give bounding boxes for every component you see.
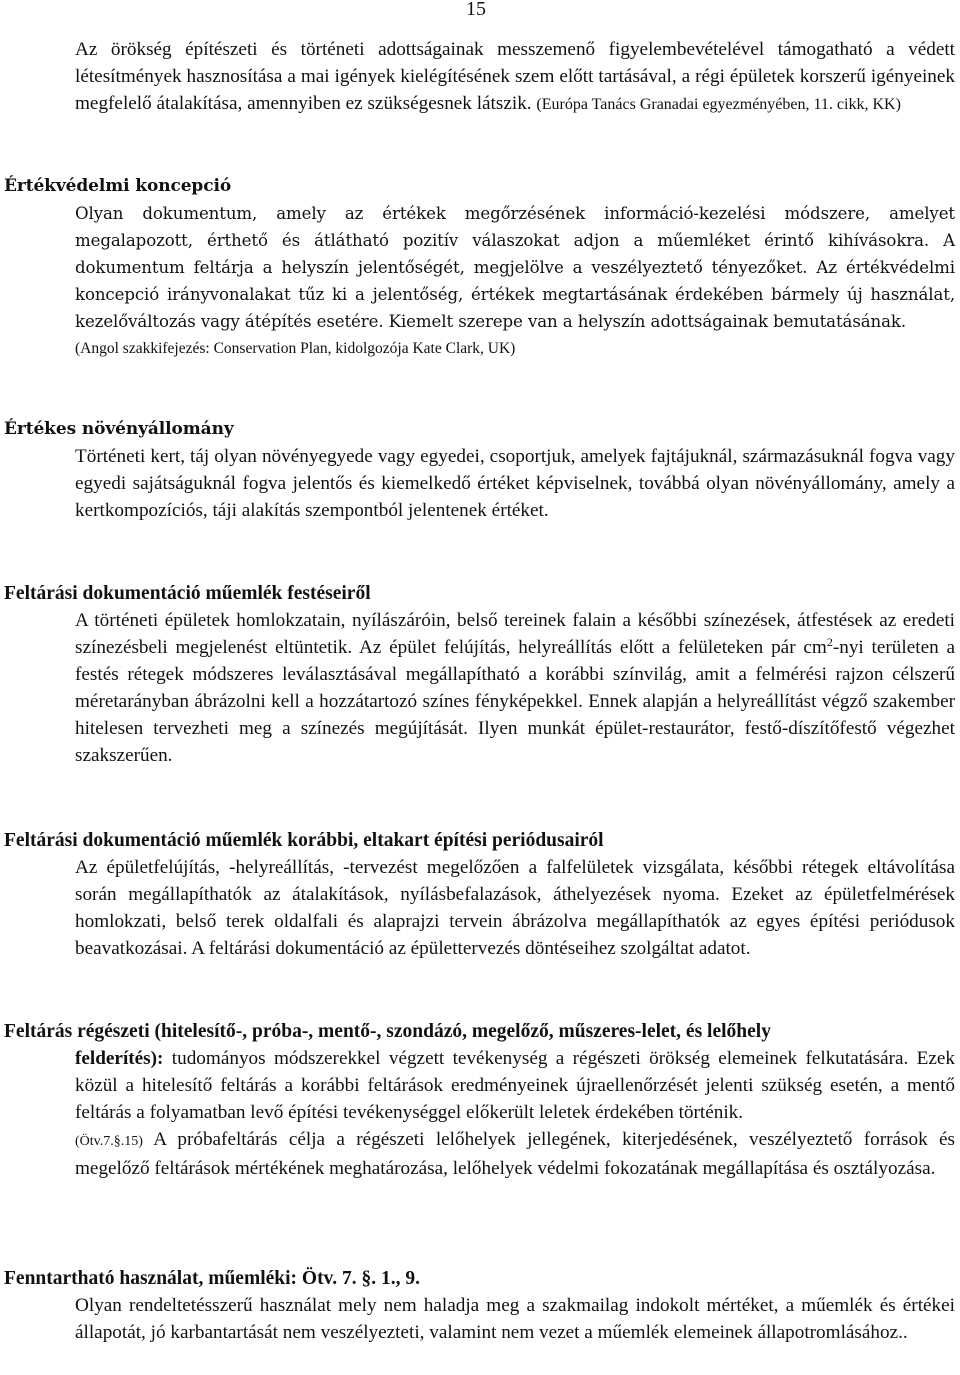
section-body-2 [0,1126,960,1182]
section-body: Történeti kert, táj olyan növényegyede vagy egyedei, csoportjuk, amelyek fajtájuknál, származásuknál fogva vagy egyedi sajátságuknál fogva jelentős és kiemelkedő értéket képviselnek, továbbá olyan növényállomány, amely a kertkompozíciós, táji alakítás szempontból jelentenek értéket. [75,446,955,521]
intro-citation: (Európa Tanács Granadai egyezményében, 11. cikk, KK) [536,96,901,113]
section-ertekes-novenyallomany [0,416,960,524]
section-body [0,607,960,769]
section-regeszeti-feltaras [0,1018,960,1182]
section-festeseirol [0,580,960,769]
superscript-2: 2 [826,635,833,649]
section-note: (Angol szakkifejezés: Conservation Plan, kidolgozója Kate Clark, UK) [75,340,516,357]
section-heading-cont: felderítés): [75,1048,164,1069]
section-heading: Fenntartható használat, műemléki: Ötv. 7. §. 1., 9. [4,1268,420,1289]
section-heading: Értékvédelmi koncepció [4,176,232,196]
law-reference: (Ötv.7.§.15) [75,1134,143,1149]
section-fenntarthato-hasznalat [0,1265,960,1346]
section-body: Olyan rendeltetésszerű használat mely nem haladja meg a szakmailag indokolt mértéket, a műemlék és értékei állapotát, jó karbantartását nem veszélyezteti, valamint nem vezet a műemlék elemeinek állapotromlásához.. [75,1295,955,1343]
section-body-part2: -nyi területen a festés rétegek módszeres leválasztásával megállapítható a korábbi színvilág, amit a felmérési rajzon célszerű méretarányban ábrázolni kell a hozzátartozó színes fényképekkel. Ennek alapján a helyreállítást végző szakember hitelesen tervezheti meg a színezés megújítását. Ilyen munkát épület-restaurátor, festő-díszítőfestő végezhet szakszerűen. [75,637,956,766]
intro-text: Az örökség építészeti és történeti adottságainak messzemenő figyelembevételével támogatható a védett létesítmények hasznosítása a mai igények kielégítésének szem előtt tartásával, a régi épületek korszerű igényeinek megfelelő átalakítása, amennyiben ez szükségesnek látszik. [75,39,955,114]
section-body-part1: A történeti épületek homlokzatain, nyílászáróin, belső tereinek falain a későbbi színezések, átfestések az eredeti színezésbeli megjelenést eltüntetik. Az épület felújítás, helyreállítás előtt a felületeken pár cm [75,610,955,658]
intro-paragraph [0,36,960,118]
section-periodusairol [0,827,960,962]
page-number: 15 [466,0,486,20]
section-heading: Feltárás régészeti (hitelesítő-, próba-, mentő-, szondázó, megelőző, műszeres-lelet, és lelőhely [4,1021,771,1042]
section-heading: Feltárási dokumentáció műemlék korábbi, eltakart építési periódusairól [4,830,604,851]
section-heading: Feltárási dokumentáció műemlék festéseiről [4,583,371,604]
section-body-text: tudományos módszerekkel végzett tevékenység a régészeti örökség elemeinek felkutatására. Ezek közül a hitelesítő feltárás a korábbi feltárások eredményeinek újraellenőrzését jelenti szükség esetén, a mentő feltárás a folyamatban levő építési tevékenységgel előkerült leletek érdekében történik. [75,1048,955,1123]
section-ertekvedelmi-koncepcio [0,173,960,362]
section-body-text-2: A próbafeltárás célja a régészeti lelőhelyek jellegének, kiterjedésének, veszélyeztető források és megelőző feltárások mértékének meghatározása, lelőhelyek védelmi fokozatának megállapítása és osztályozása. [75,1129,955,1179]
section-body: Az épületfelújítás, -helyreállítás, -tervezést megelőzően a falfelületek vizsgálata, későbbi rétegek eltávolítása során megállapíthatók az átalakítások, nyílásbefalazások, áthelyezések nyoma. Ezeket az épületfelmérések homlokzati, belső terek oldalfali és alaprajzi tervein ábrázolva megállapíthatók az egyes építési periódusok beavatkozásai. A feltárási dokumentáció az épülettervezés döntéseihez szolgáltat adatot. [75,857,955,959]
section-heading: Értékes növényállomány [4,419,234,439]
section-body [0,1045,960,1126]
section-body: Olyan dokumentum, amely az értékek megőrzésének információ-kezelési módszere, amelyet megalapozott, érthető és átlátható pozitív válaszokat adjon a műemléket érintő kihívásokra. A dokumentum feltárja a helyszín jelentőségét, megjelölve a veszélyeztető tényezőket. Az értékvédelmi koncepció irányvonalakat tűz ki a jelentőség, értékek megtartásának érdekében bármely új használat, kezelőváltozás vagy átépítés esetére. Kiemelt szerepe van a helyszín adottságainak bemutatásának. [75,204,955,331]
